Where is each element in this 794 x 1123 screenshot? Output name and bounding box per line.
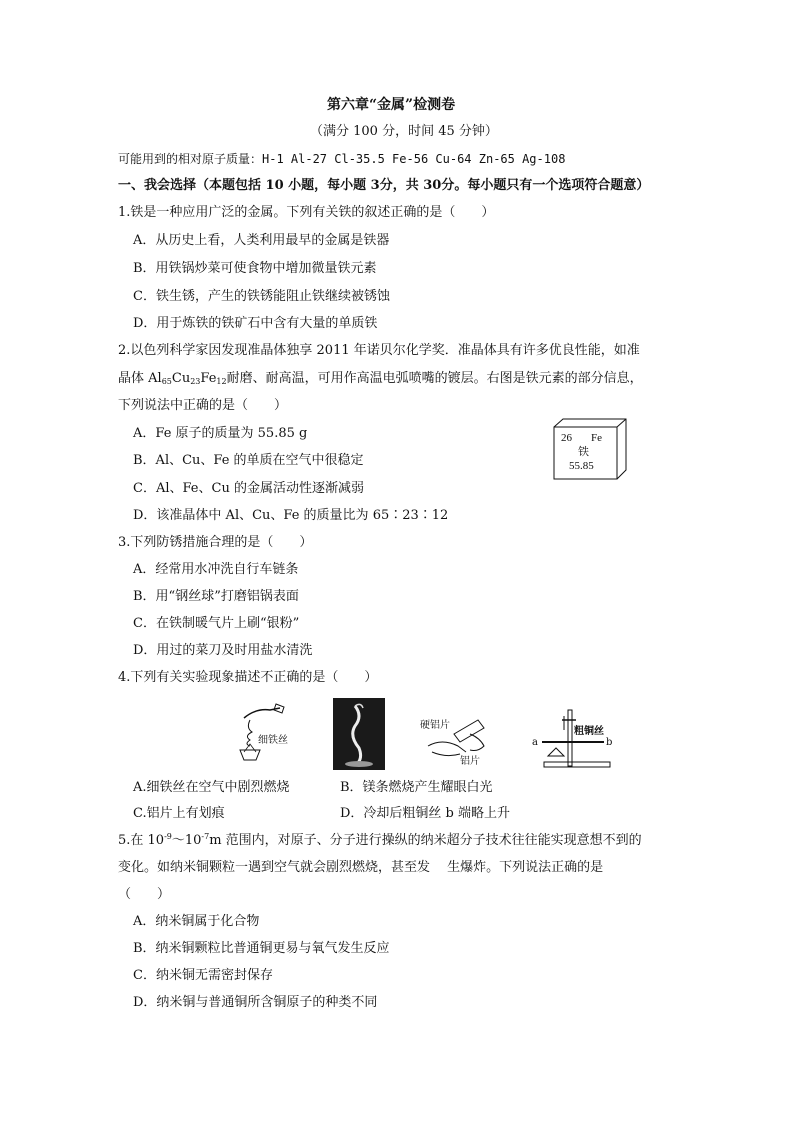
q2-stem-line2: 晶体 $Al_{65}Cu_{23}Fe_{12}$耐磨、耐高温，可用作高温电弧喷嘴的镀层。右图是铁元素的部分信息， — [118, 371, 643, 386]
figure-copper-wire — [528, 704, 620, 772]
q1-option-a: A．从历史上看，人类利用最早的金属是铁器 — [133, 233, 390, 248]
q1-option-d: D．用于炼铁的铁矿石中含有大量的单质铁 — [133, 316, 378, 331]
q5-stem-line1: 5.在 $10^{-9}\sim 10^{-7}m$ 范围内，对原子、分子进行操纵的纳米超分子技术往往能实现意想不到的 — [118, 832, 642, 848]
element-symbol: Fe — [591, 432, 602, 444]
label-copper-wire: 粗铜丝 — [574, 726, 604, 737]
atomic-masses: 可能用到的相对原子质量：H-1 Al-27 Cl-35.5 Fe-56 Cu-64 Zn-65 Ag-108 — [118, 152, 566, 166]
q1-option-b: B．用铁锅炒菜可使食物中增加微量铁元素 — [133, 261, 377, 276]
label-aluminium-sheet: 铝片 — [460, 756, 480, 767]
q2-option-b: B．Al、Cu、Fe 的单质在空气中很稳定 — [133, 453, 364, 468]
q4-option-a: A.细铁丝在空气中剧烈燃烧 — [133, 780, 290, 795]
q5-option-c: C．纳米铜无需密封保存 — [133, 968, 273, 983]
q2-option-d: D．该准晶体中 Al、Cu、Fe 的质量比为 65∶23∶12 — [133, 508, 449, 523]
q3-option-c: C．在铁制暖气片上刷“银粉” — [133, 616, 300, 631]
section1-heading: 一、我会选择（本题包括 10 小题，每小题 3分，共 30分。每小题只有一个选项符合题意） — [118, 178, 650, 193]
element-number: 26 — [561, 432, 572, 444]
q5-option-b: B．纳米铜颗粒比普通铜更易与氧气发生反应 — [133, 941, 390, 956]
q2-option-c: C．Al、Fe、Cu 的金属活动性逐渐减弱 — [133, 481, 364, 496]
q5-stem-line2: 变化。如纳米铜颗粒一遇到空气就会剧烈燃烧，甚至发 生爆炸。下列说法正确的是 — [118, 860, 604, 875]
element-mass: 55.85 — [569, 460, 594, 472]
label-end-a: a — [532, 737, 538, 748]
q5-option-a: A．纳米铜属于化合物 — [133, 914, 260, 929]
label-iron-wire: 细铁丝 — [258, 735, 288, 746]
label-hard-aluminium: 硬铝片 — [420, 720, 450, 731]
figure-aluminium-scratch — [418, 712, 494, 770]
q4-option-d: D．冷却后粗铜丝 b 端略上升 — [340, 806, 511, 821]
element-name: 铁 — [578, 446, 589, 458]
iron-element-card — [553, 418, 627, 480]
q2-stem-line3: 下列说法中正确的是（ ） — [118, 398, 288, 413]
q5-stem-line3: （ ） — [118, 887, 171, 902]
q4-option-c: C.铝片上有划痕 — [133, 806, 225, 821]
figure-magnesium-burning — [333, 698, 385, 770]
figure-iron-wire — [236, 700, 296, 770]
q3-option-b: B．用“钢丝球”打磨铝锅表面 — [133, 589, 299, 604]
q1-option-c: C．铁生锈，产生的铁锈能阻止铁继续被锈蚀 — [133, 289, 390, 304]
q2-stem-line1: 2.以色列科学家因发现准晶体独享 2011 年诺贝尔化学奖．准晶体具有许多优良性能，如准 — [118, 343, 640, 358]
q1-stem: 1.铁是一种应用广泛的金属。下列有关铁的叙述正确的是（ ） — [118, 205, 495, 220]
page-title: 第六章“金属”检测卷 — [327, 97, 456, 113]
label-end-b: b — [606, 737, 613, 748]
q4-stem: 4.下列有关实验现象描述不正确的是（ ） — [118, 670, 378, 685]
q5-option-d: D．纳米铜与普通铜所含铜原子的种类不同 — [133, 995, 378, 1010]
page-subtitle: （满分 100 分，时间 45 分钟） — [310, 124, 498, 139]
q3-option-d: D．用过的菜刀及时用盐水清洗 — [133, 643, 313, 658]
q3-stem: 3.下列防锈措施合理的是（ ） — [118, 535, 313, 550]
q4-option-b: B．镁条燃烧产生耀眼白光 — [340, 780, 493, 795]
q2-option-a: A．Fe 原子的质量为 55.85 g — [133, 426, 308, 441]
q3-option-a: A．经常用水冲洗自行车链条 — [133, 562, 299, 577]
